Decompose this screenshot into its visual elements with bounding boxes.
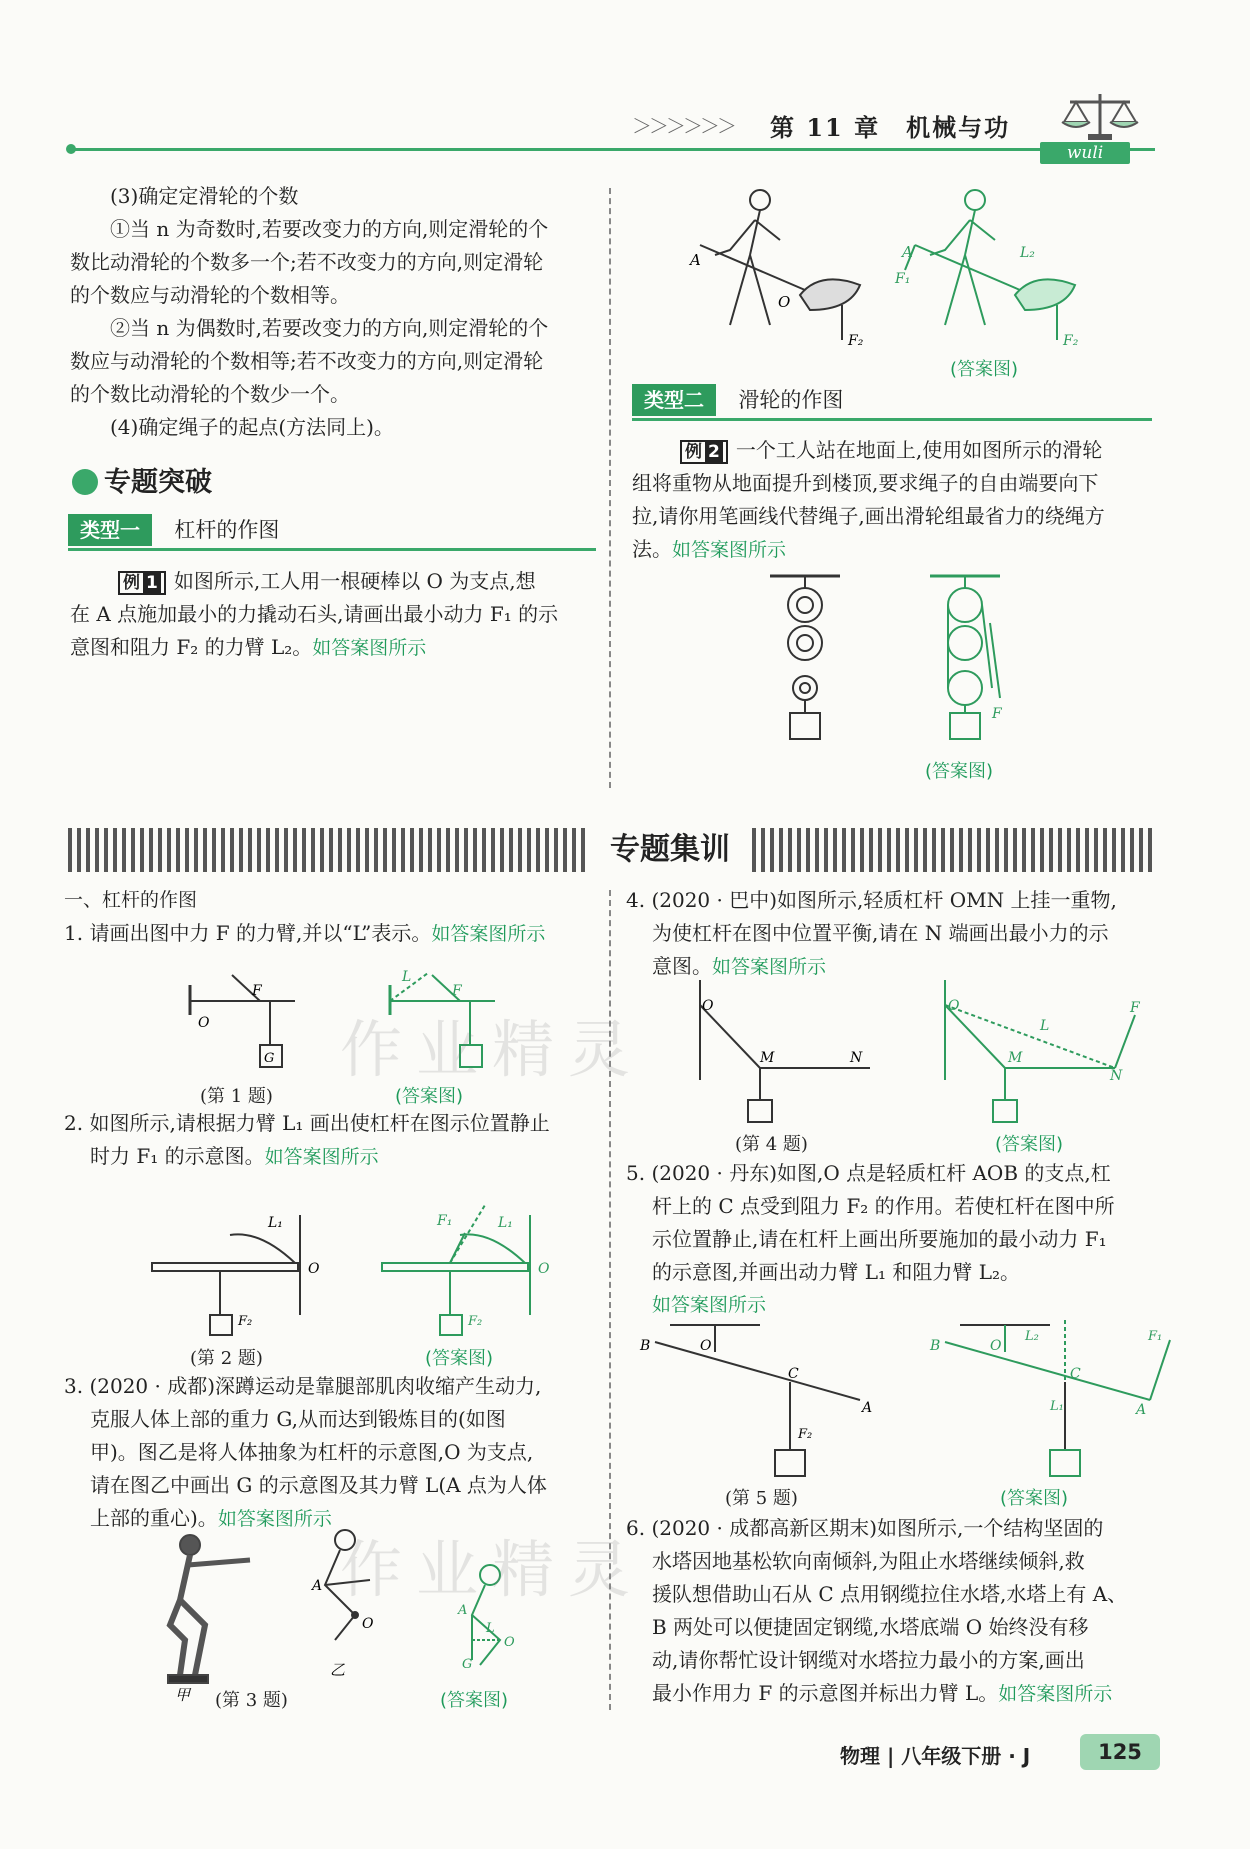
q3-caption: (第 3 题) <box>215 1690 288 1711</box>
label-F2: F₂ <box>798 1427 813 1442</box>
q4-answer <box>945 980 1135 1122</box>
pulley-answer <box>930 576 1000 739</box>
label-N: N <box>850 1050 863 1066</box>
label-yi: 乙 <box>330 1661 346 1679</box>
chapter-title: 第 11 章 机械与功 <box>770 113 1011 142</box>
label-A: A <box>862 1400 873 1416</box>
label-L2-answer: L₂ <box>1020 245 1035 261</box>
text-line: ②当 n 为偶数时,若要改变力的方向,则定滑轮的个 <box>110 316 549 340</box>
example1 <box>70 565 600 665</box>
text-line: 拉,请你用笔画线代替绳子,画出滑轮组最省力的绕绳方 <box>632 504 1105 528</box>
type1-bar <box>68 514 596 551</box>
label-L-answer: L <box>1040 1018 1050 1034</box>
label-O: O <box>198 1015 210 1031</box>
text-line: 杆上的 C 点受到阻力 F₂ 的作用。若使杠杆在图中所 <box>652 1194 1115 1218</box>
q3-answer-caption: (答案图) <box>440 1690 509 1711</box>
heading-lever: 一、杠杆的作图 <box>64 889 198 911</box>
label-L1-answer: L₁ <box>1050 1399 1064 1414</box>
banner-title: 专题集训 <box>588 828 752 872</box>
type2-title: 滑轮的作图 <box>738 388 844 412</box>
worker-answer-figure <box>905 190 1075 340</box>
text-line: 一个工人站在地面上,使用如图所示的滑轮 <box>735 438 1103 462</box>
squat-photo <box>168 1535 250 1683</box>
label-N-answer: N <box>1110 1068 1123 1084</box>
label-A: A <box>312 1578 323 1594</box>
header-chevrons: ＞＞＞＞＞＞ <box>632 114 734 138</box>
type2-tag: 类型二 <box>632 384 716 416</box>
text-line: 援队想借助山石从 C 点用钢缆拉住水塔,水塔上有 A、 <box>652 1582 1128 1606</box>
text-line: 意图和阻力 F₂ 的力臂 L₂。 <box>70 635 313 659</box>
label-O-answer: O <box>538 1261 550 1277</box>
label-C-answer: C <box>1070 1366 1081 1382</box>
text-line: 2. 如图所示,请根据力臂 L₁ 画出使杠杆在图示位置静止 <box>64 1111 550 1135</box>
q5-question <box>655 1325 860 1476</box>
label-B: B <box>640 1338 651 1354</box>
text-line: 最小作用力 F 的示意图并标出力臂 L。 <box>652 1681 999 1705</box>
label-F2-answer: F₂ <box>1063 333 1079 349</box>
type1-tag: 类型一 <box>68 514 152 546</box>
text-line: 在 A 点施加最小的力撬动石头,请画出最小动力 F₁ 的示 <box>70 602 559 626</box>
q1-caption: (第 1 题) <box>200 1086 273 1107</box>
text-line: B 两处可以便捷固定钢缆,水塔底端 O 始终没有移 <box>652 1615 1089 1639</box>
text-line: 时力 F₁ 的示意图。 <box>90 1144 265 1168</box>
text-line: (3)确定定滑轮的个数 <box>110 184 299 208</box>
label-L2-answer: L₂ <box>1025 1329 1039 1344</box>
answer-note: 如答案图所示 <box>672 539 787 561</box>
text-line: ①当 n 为奇数时,若要改变力的方向,则定滑轮的个 <box>110 217 549 241</box>
label-G-answer: G <box>462 1657 473 1672</box>
label-L-answer: L <box>486 1621 495 1636</box>
scale-logo-icon <box>1060 88 1140 144</box>
section-title: 专题突破 <box>72 460 212 499</box>
label-O: O <box>778 293 791 311</box>
text-line: 克服人体上部的重力 G,从而达到锻炼目的(如图 <box>90 1407 506 1431</box>
q5-answer <box>945 1320 1170 1476</box>
column-divider-top <box>609 188 611 788</box>
watermark: 作业精灵 <box>340 1533 645 1606</box>
text-line: 为使杠杆在图中位置平衡,请在 N 端画出最小力的示 <box>652 921 1109 945</box>
answer-note: 如答案图所示 <box>217 1508 332 1530</box>
label-F-answer: F <box>1130 1000 1140 1016</box>
text-line: 请在图乙中画出 G 的示意图及其力臂 L(A 点为人体 <box>90 1473 547 1497</box>
label-A-answer: A <box>902 243 913 261</box>
label-F2: F₂ <box>238 1314 253 1329</box>
q5-figures <box>640 1320 1163 1480</box>
text-line: 数比动滑轮的个数多一个;若不改变力的方向,则定滑轮 <box>70 250 544 274</box>
label-O: O <box>700 1338 712 1354</box>
q4-figures <box>690 980 1150 1130</box>
type1-title: 杠杆的作图 <box>174 518 280 542</box>
label-F1-answer: F₁ <box>895 271 911 287</box>
label-L1: L₁ <box>268 1215 283 1231</box>
q6-text <box>626 1512 1160 1711</box>
text-line: 数应与动滑轮的个数相等;若不改变力的方向,则定滑轮 <box>70 349 544 373</box>
pulley-method-text <box>70 180 600 444</box>
answer-note: 如答案图所示 <box>312 637 427 659</box>
example2 <box>632 434 1157 567</box>
label-A: A <box>690 251 701 269</box>
label-M-answer: M <box>1008 1050 1023 1066</box>
q4-text <box>626 884 1160 984</box>
text-line: 示位置静止,请在杠杆上画出所要施加的最小动力 F₁ <box>652 1227 1107 1251</box>
type2-bar <box>632 384 1152 421</box>
text-line: 动,请你帮忙设计钢缆对水塔拉力最小的方案,画出 <box>652 1648 1085 1672</box>
text-line: 的示意图,并画出动力臂 L₁ 和阻力臂 L₂。 <box>652 1260 1021 1284</box>
page-number: 125 <box>1080 1734 1160 1770</box>
label-L1-answer: L₁ <box>498 1215 513 1231</box>
pulley-answer-caption: (答案图) <box>925 761 994 782</box>
text-line: 组将重物从地面提升到楼顶,要求绳子的自由端要向下 <box>632 471 1099 495</box>
header-rule <box>70 148 1155 151</box>
label-F-answer: F <box>452 983 462 999</box>
q2-caption: (第 2 题) <box>190 1348 263 1369</box>
label-F2: F₂ <box>848 333 864 349</box>
answer-note: 如答案图所示 <box>264 1146 379 1168</box>
subject-tag: wuli <box>1040 142 1130 164</box>
text-line: 5. (2020 · 丹东)如图,O 点是轻质杠杆 AOB 的支点,杠 <box>626 1161 1111 1185</box>
q3-text <box>64 1370 604 1536</box>
pulley-figures <box>760 568 1020 758</box>
text-line: 上部的重心)。 <box>90 1506 218 1530</box>
label-A-answer: A <box>1136 1402 1147 1418</box>
text-line: 甲)。图乙是将人体抽象为杠杆的示意图,O 为支点, <box>90 1440 534 1464</box>
answer-note: 如答案图所示 <box>652 1294 767 1316</box>
label-O-answer: O <box>948 998 960 1014</box>
label-jia: 甲 <box>175 1686 191 1704</box>
q4-answer-caption: (答案图) <box>995 1134 1064 1155</box>
text-line: 意图。 <box>652 954 712 978</box>
label-F-answer: F <box>992 706 1002 722</box>
label-F1-answer: F₁ <box>1148 1329 1163 1344</box>
label-O: O <box>362 1616 374 1632</box>
label-C: C <box>788 1366 799 1382</box>
label-A-answer: A <box>458 1603 468 1618</box>
label-G: G <box>264 1051 275 1066</box>
label-F2-answer: F₂ <box>468 1314 483 1329</box>
q2-text <box>64 1107 604 1174</box>
worker-answer-caption: (答案图) <box>950 359 1019 380</box>
label-B-answer: B <box>930 1338 941 1354</box>
q5-caption: (第 5 题) <box>725 1488 798 1509</box>
q2-figures <box>150 1205 560 1345</box>
label-F1-answer: F₁ <box>437 1213 453 1229</box>
q1-answer-caption: (答案图) <box>395 1086 464 1107</box>
q2-question <box>152 1215 300 1335</box>
answer-note: 如答案图所示 <box>712 956 827 978</box>
label-O-answer: O <box>990 1338 1002 1354</box>
q-left-column <box>64 884 604 951</box>
example2-badge: 例 2 <box>680 440 728 464</box>
q5-answer-caption: (答案图) <box>1000 1488 1069 1509</box>
answer-note: 如答案图所示 <box>431 923 546 945</box>
q5-text <box>626 1157 1160 1322</box>
example1-badge: 例 1 <box>118 571 166 595</box>
label-O: O <box>702 998 714 1014</box>
section-icon <box>72 469 98 495</box>
text-line: 1. 请画出图中力 F 的力臂,并以“L”表示。 <box>64 921 432 945</box>
text-line: 的个数应与动滑轮的个数相等。 <box>70 283 350 307</box>
text-line: (4)确定绳子的起点(方法同上)。 <box>110 415 394 439</box>
label-F: F <box>252 983 262 999</box>
text-line: 水塔因地基松软向南倾斜,为阻止水塔继续倾斜,救 <box>652 1549 1085 1573</box>
q2-answer-caption: (答案图) <box>425 1348 494 1369</box>
answer-note: 如答案图所示 <box>998 1683 1113 1705</box>
text-line: 如图所示,工人用一根硬棒以 O 为支点,想 <box>173 569 536 593</box>
q4-question <box>700 980 870 1122</box>
text-line: 的个数比动滑轮的个数少一个。 <box>70 382 350 406</box>
text-line: 6. (2020 · 成都高新区期末)如图所示,一个结构坚固的 <box>626 1516 1104 1540</box>
label-O-answer: O <box>504 1635 515 1650</box>
pulley-question <box>770 576 840 739</box>
label-M: M <box>760 1050 775 1066</box>
training-banner <box>68 828 1156 872</box>
text-line: 3. (2020 · 成都)深蹲运动是靠腿部肌肉收缩产生动力, <box>64 1374 542 1398</box>
text-line: 法。 <box>632 537 672 561</box>
watermark: 作业精灵 <box>340 1013 645 1086</box>
q4-caption: (第 4 题) <box>735 1134 808 1155</box>
worker-lever-figures <box>690 185 1110 355</box>
label-O: O <box>308 1261 320 1277</box>
text-line: 4. (2020 · 巴中)如图所示,轻质杠杆 OMN 上挂一重物, <box>626 888 1117 912</box>
label-L-answer: L <box>402 969 412 985</box>
footer-book: 物理 | 八年级下册 · J <box>840 1744 1031 1768</box>
